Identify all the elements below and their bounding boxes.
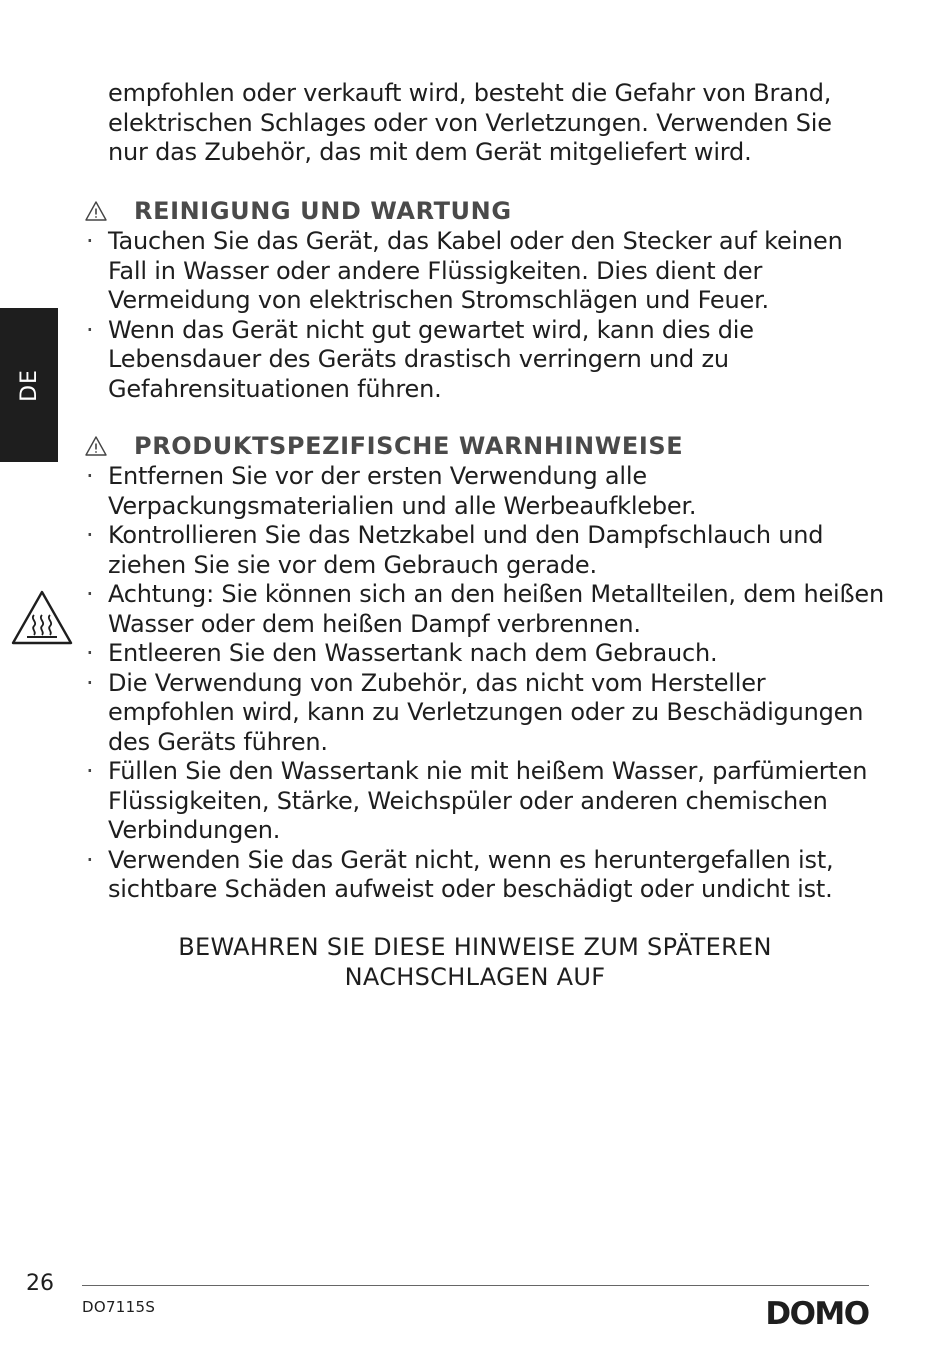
closing-notice (0, 932, 950, 992)
list-item-text: Entfernen Sie vor der ersten Verwendung alle Verpackungsmaterialien und alle Werbeaufkleber. (108, 462, 697, 520)
bullet: · (86, 845, 94, 874)
warning-triangle-icon (84, 434, 108, 458)
hot-surface-warning-icon (10, 588, 74, 648)
language-tab-label: DE (16, 368, 42, 402)
bullet: · (86, 315, 94, 344)
closing-line: NACHSCHLAGEN AUF (344, 963, 606, 991)
list-item (84, 521, 884, 580)
footer-divider (82, 1285, 869, 1286)
section-title: PRODUKTSPEZIFISCHE WARNHINWEISE (134, 432, 684, 460)
lead-line: empfohlen oder verkauft wird, besteht die Gefahr von Brand, (108, 79, 832, 107)
page-number: 26 (26, 1271, 54, 1296)
bullet: · (86, 462, 94, 490)
list-item-text: Tauchen Sie das Gerät, das Kabel oder den Stecker auf keinen Fall in Wasser oder andere Flüssigkeiten. Dies dient der Vermeidung von elektrischen Stromschlägen und Feuer. (108, 227, 843, 314)
list-item (84, 462, 884, 521)
bullet: · (86, 227, 94, 255)
list-item (84, 757, 884, 846)
brand-logo-text: DOMO (765, 1296, 869, 1330)
closing-line: BEWAHREN SIE DIESE HINWEISE ZUM SPÄTEREN (178, 933, 772, 961)
section-title: REINIGUNG UND WARTUNG (134, 197, 512, 225)
list-item (84, 639, 884, 669)
language-tab (0, 308, 58, 462)
warning-triangle-icon (84, 199, 108, 223)
bullet: · (86, 668, 94, 697)
list-item-text: Kontrollieren Sie das Netzkabel und den Dampfschlauch und ziehen Sie sie vor dem Gebrauch gerade. (108, 521, 824, 579)
list-item (84, 846, 884, 905)
bullet: · (86, 639, 94, 667)
list-item (84, 316, 884, 405)
list-item-text: Verwenden Sie das Gerät nicht, wenn es heruntergefallen ist, sichtbare Schäden aufweist oder beschädigt oder undicht ist. (108, 845, 834, 903)
bullet: · (86, 521, 94, 549)
product-warnings-list (84, 462, 884, 905)
list-item-text: Füllen Sie den Wassertank nie mit heißem Wasser, parfümierten Flüssigkeiten, Stärke, Weichspüler oder anderen chemischen Verbindungen. (108, 757, 868, 844)
brand-logo (764, 1296, 870, 1330)
bullet: · (86, 757, 94, 785)
list-item-text: Achtung: Sie können sich an den heißen Metallteilen, dem heißen Wasser oder dem heißen Dampf verbrennen. (108, 580, 885, 638)
list-item-text: Wenn das Gerät nicht gut gewartet wird, kann dies die Lebensdauer des Geräts drastisch verringern und zu Gefahrensituationen führen. (108, 315, 754, 403)
lead-line: elektrischen Schlages oder von Verletzungen. Verwenden Sie (108, 108, 832, 137)
list-item-text: Die Verwendung von Zubehör, das nicht vom Hersteller empfohlen wird, kann zu Verletzungen oder zu Beschädigungen des Geräts führen. (108, 668, 864, 756)
lead-line: nur das Zubehör, das mit dem Gerät mitgeliefert wird. (108, 138, 752, 166)
cleaning-list (84, 227, 884, 404)
model-number: DO7115S (82, 1298, 156, 1316)
list-item (84, 227, 884, 316)
section-heading-product-warnings (84, 431, 683, 461)
bullet: · (86, 580, 94, 608)
lead-paragraph (108, 79, 898, 168)
list-item (84, 669, 884, 758)
section-heading-cleaning (84, 196, 512, 226)
list-item-text: Entleeren Sie den Wassertank nach dem Gebrauch. (108, 639, 718, 667)
list-item (84, 580, 884, 639)
